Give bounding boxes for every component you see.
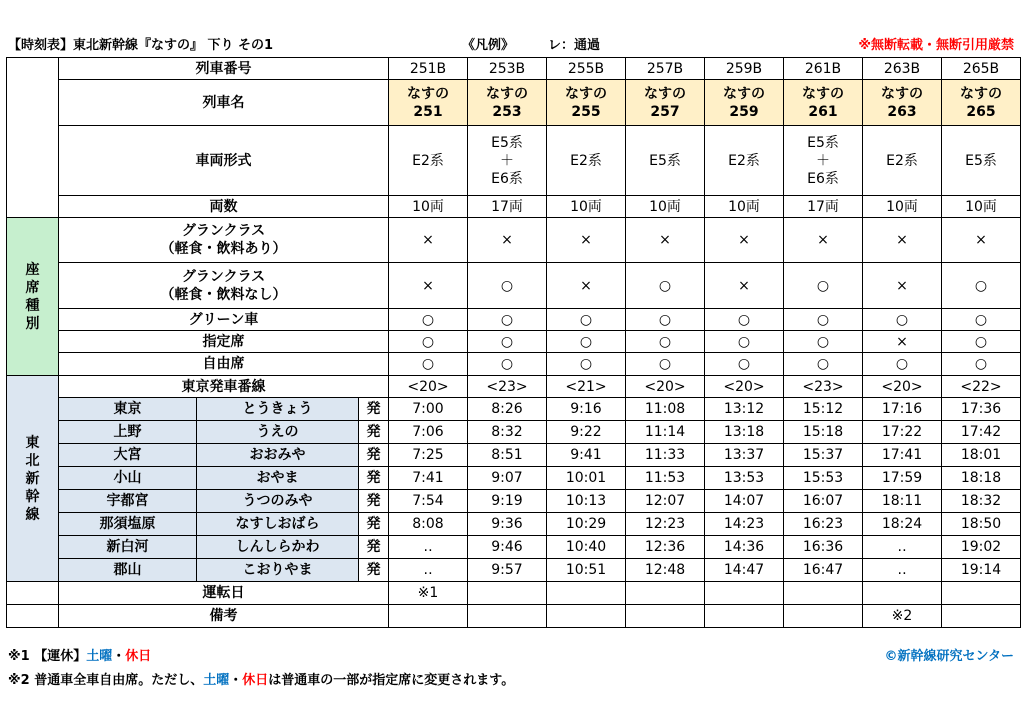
car-count-cell: 10両 xyxy=(626,196,705,218)
departure-time: 8:26 xyxy=(468,398,547,421)
gran-class-with-meal-cell: × xyxy=(389,218,468,263)
train-name-cell: なすの 263 xyxy=(863,80,942,126)
departure-time: ‥ xyxy=(389,559,468,582)
gran-class-with-meal-label: グランクラス （軽食・飲料あり） xyxy=(59,218,389,263)
departure-time: 17:41 xyxy=(863,444,942,467)
reserved-seat-cell: × xyxy=(863,331,942,353)
green-car-label: グリーン車 xyxy=(59,309,389,331)
departure-time: 9:41 xyxy=(547,444,626,467)
departure-time: 18:11 xyxy=(863,490,942,513)
footnote-2-dot: ・ xyxy=(229,673,243,688)
operation-days-cell xyxy=(705,582,784,605)
timetable xyxy=(6,57,1021,628)
departure-time: 19:02 xyxy=(942,536,1021,559)
station-kana: なすしおばら xyxy=(197,513,359,536)
tokyo-track-cell: <20> xyxy=(626,376,705,398)
departure-time: 13:37 xyxy=(705,444,784,467)
departure-time: 8:08 xyxy=(389,513,468,536)
station-kana: うえの xyxy=(197,421,359,444)
row-green-car xyxy=(7,309,1021,331)
departure-time: 8:51 xyxy=(468,444,547,467)
gran-class-with-meal-cell: × xyxy=(942,218,1021,263)
remarks-cell xyxy=(389,605,468,628)
row-gran-class-without-meal xyxy=(7,263,1021,309)
row-operation-days xyxy=(7,582,1021,605)
departure-time: 18:18 xyxy=(942,467,1021,490)
departure-time: 7:41 xyxy=(389,467,468,490)
train-number-cell: 257B xyxy=(626,58,705,80)
departure-time: 13:53 xyxy=(705,467,784,490)
departure-time: 7:54 xyxy=(389,490,468,513)
station-kanji: 那須塩原 xyxy=(59,513,197,536)
gran-class-with-meal-cell: × xyxy=(468,218,547,263)
departure-time: 16:36 xyxy=(784,536,863,559)
station-kanji: 郡山 xyxy=(59,559,197,582)
departure-time: 17:22 xyxy=(863,421,942,444)
remarks-label: 備考 xyxy=(59,605,389,628)
departure-time: 9:07 xyxy=(468,467,547,490)
departure-time: ‥ xyxy=(863,559,942,582)
non-reserved-seat-cell: ○ xyxy=(468,353,547,376)
departure-time: 9:22 xyxy=(547,421,626,444)
reserved-seat-cell: ○ xyxy=(784,331,863,353)
departure-time: 9:16 xyxy=(547,398,626,421)
seat-type-group-label: 座 席 種 別 xyxy=(7,218,59,376)
gran-class-without-meal-cell: ○ xyxy=(784,263,863,309)
departure-time: 18:01 xyxy=(942,444,1021,467)
train-number-label: 列車番号 xyxy=(59,58,389,80)
depart-mark: 発 xyxy=(359,559,389,582)
depart-mark: 発 xyxy=(359,467,389,490)
departure-time: 11:33 xyxy=(626,444,705,467)
departure-time: 10:51 xyxy=(547,559,626,582)
gran-class-with-meal-cell: × xyxy=(547,218,626,263)
footnote-1-dot: ・ xyxy=(112,649,126,664)
row-car-type xyxy=(7,126,1021,196)
reserved-seat-cell: ○ xyxy=(942,331,1021,353)
train-name-cell: なすの 261 xyxy=(784,80,863,126)
non-reserved-seat-label: 自由席 xyxy=(59,353,389,376)
non-reserved-seat-cell: ○ xyxy=(784,353,863,376)
footnote-2-pre: ※2 普通車全車自由席。ただし、 xyxy=(8,673,204,688)
departure-time: 18:32 xyxy=(942,490,1021,513)
green-car-cell: ○ xyxy=(389,309,468,331)
station-kanji: 小山 xyxy=(59,467,197,490)
depart-mark: 発 xyxy=(359,398,389,421)
train-number-cell: 253B xyxy=(468,58,547,80)
car-type-cell: E5系 ＋ E6系 xyxy=(784,126,863,196)
row-station xyxy=(7,421,1021,444)
departure-time: 13:18 xyxy=(705,421,784,444)
station-kana: おやま xyxy=(197,467,359,490)
gran-class-without-meal-label: グランクラス （軽食・飲料なし） xyxy=(59,263,389,309)
tokyo-track-cell: <23> xyxy=(468,376,547,398)
green-car-cell: ○ xyxy=(705,309,784,331)
train-name-cell: なすの 265 xyxy=(942,80,1021,126)
footnote-1-mark: ※1 【運休】 xyxy=(8,649,87,664)
departure-time: 15:53 xyxy=(784,467,863,490)
credit: ©新幹線研究センター xyxy=(884,649,1014,664)
station-kana: おおみや xyxy=(197,444,359,467)
non-reserved-seat-cell: ○ xyxy=(705,353,784,376)
departure-time: 10:29 xyxy=(547,513,626,536)
tokyo-track-cell: <20> xyxy=(863,376,942,398)
legend-label: 《凡例》 xyxy=(462,38,515,53)
row-gran-class-with-meal xyxy=(7,218,1021,263)
departure-time: 11:08 xyxy=(626,398,705,421)
departure-time: 7:25 xyxy=(389,444,468,467)
car-type-cell: E2系 xyxy=(547,126,626,196)
departure-time: 14:23 xyxy=(705,513,784,536)
car-count-cell: 10両 xyxy=(705,196,784,218)
departure-time: 17:36 xyxy=(942,398,1021,421)
gran-class-without-meal-cell: × xyxy=(547,263,626,309)
remarks-cell xyxy=(547,605,626,628)
remarks-cell xyxy=(468,605,547,628)
depart-mark: 発 xyxy=(359,536,389,559)
train-number-cell: 255B xyxy=(547,58,626,80)
reserved-seat-cell: ○ xyxy=(547,331,626,353)
train-number-cell: 261B xyxy=(784,58,863,80)
row-car-count xyxy=(7,196,1021,218)
gran-class-without-meal-cell: × xyxy=(705,263,784,309)
departure-time: 7:00 xyxy=(389,398,468,421)
gran-class-with-meal-cell: × xyxy=(705,218,784,263)
header-corner xyxy=(7,58,59,218)
depart-mark: 発 xyxy=(359,444,389,467)
car-count-cell: 10両 xyxy=(547,196,626,218)
page-title: 【時刻表】東北新幹線『なすの』 下り その1 xyxy=(8,38,274,53)
departure-time: 15:37 xyxy=(784,444,863,467)
operation-days-cell xyxy=(863,582,942,605)
car-count-label: 両数 xyxy=(59,196,389,218)
non-reserved-seat-cell: ○ xyxy=(389,353,468,376)
legend-pass: レ：通過 xyxy=(548,38,601,53)
car-type-cell: E2系 xyxy=(705,126,784,196)
footnote-2-post: は普通車の一部が指定席に変更されます。 xyxy=(268,673,515,688)
car-type-cell: E2系 xyxy=(863,126,942,196)
remarks-cell xyxy=(942,605,1021,628)
station-kanji: 大宮 xyxy=(59,444,197,467)
train-name-cell: なすの 255 xyxy=(547,80,626,126)
departure-time: 12:07 xyxy=(626,490,705,513)
train-name-cell: なすの 251 xyxy=(389,80,468,126)
row-tokyo-track xyxy=(7,376,1021,398)
non-reserved-seat-cell: ○ xyxy=(547,353,626,376)
green-car-cell: ○ xyxy=(626,309,705,331)
departure-time: 19:14 xyxy=(942,559,1021,582)
gran-class-with-meal-cell: × xyxy=(784,218,863,263)
train-number-cell: 251B xyxy=(389,58,468,80)
departure-time: 9:19 xyxy=(468,490,547,513)
green-car-cell: ○ xyxy=(942,309,1021,331)
departure-time: 12:23 xyxy=(626,513,705,536)
departure-time: 16:23 xyxy=(784,513,863,536)
car-type-cell: E5系 ＋ E6系 xyxy=(468,126,547,196)
row-station xyxy=(7,444,1021,467)
departure-time: 12:48 xyxy=(626,559,705,582)
departure-time: 16:07 xyxy=(784,490,863,513)
departure-time: 15:12 xyxy=(784,398,863,421)
station-kanji: 新白河 xyxy=(59,536,197,559)
train-number-cell: 265B xyxy=(942,58,1021,80)
station-kanji: 宇都宮 xyxy=(59,490,197,513)
departure-time: 9:46 xyxy=(468,536,547,559)
departure-time: 7:06 xyxy=(389,421,468,444)
car-type-cell: E2系 xyxy=(389,126,468,196)
footnote-1-saturday: 土曜 xyxy=(86,649,113,664)
gran-class-with-meal-cell: × xyxy=(626,218,705,263)
remarks-cell xyxy=(784,605,863,628)
train-number-cell: 259B xyxy=(705,58,784,80)
line-group-label: 東 北 新 幹 線 xyxy=(7,376,59,582)
departure-time: 16:47 xyxy=(784,559,863,582)
departure-time: 10:40 xyxy=(547,536,626,559)
gran-class-without-meal-cell: ○ xyxy=(468,263,547,309)
departure-time: 14:36 xyxy=(705,536,784,559)
departure-time: 17:42 xyxy=(942,421,1021,444)
station-kanji: 上野 xyxy=(59,421,197,444)
car-type-cell: E5系 xyxy=(626,126,705,196)
row-reserved-seat xyxy=(7,331,1021,353)
departure-time: 10:01 xyxy=(547,467,626,490)
tokyo-track-cell: <20> xyxy=(389,376,468,398)
departure-time: 17:59 xyxy=(863,467,942,490)
non-reserved-seat-cell: ○ xyxy=(942,353,1021,376)
departure-time: 8:32 xyxy=(468,421,547,444)
row-station xyxy=(7,398,1021,421)
non-reserved-seat-cell: ○ xyxy=(863,353,942,376)
reserved-seat-cell: ○ xyxy=(626,331,705,353)
gran-class-with-meal-cell: × xyxy=(863,218,942,263)
tokyo-track-cell: <23> xyxy=(784,376,863,398)
legend xyxy=(462,36,600,56)
non-reserved-seat-cell: ○ xyxy=(626,353,705,376)
car-count-cell: 10両 xyxy=(863,196,942,218)
departure-time: ‥ xyxy=(863,536,942,559)
green-car-cell: ○ xyxy=(547,309,626,331)
car-count-cell: 17両 xyxy=(468,196,547,218)
operation-days-cell xyxy=(626,582,705,605)
car-count-cell: 10両 xyxy=(389,196,468,218)
departure-time: 10:13 xyxy=(547,490,626,513)
remarks-cell: ※2 xyxy=(863,605,942,628)
row-station xyxy=(7,559,1021,582)
departure-time: 18:24 xyxy=(863,513,942,536)
tokyo-track-cell: <20> xyxy=(705,376,784,398)
operation-days-blank xyxy=(7,582,59,605)
departure-time: 9:36 xyxy=(468,513,547,536)
row-station xyxy=(7,490,1021,513)
gran-class-without-meal-cell: × xyxy=(389,263,468,309)
station-kana: うつのみや xyxy=(197,490,359,513)
green-car-cell: ○ xyxy=(468,309,547,331)
operation-days-cell xyxy=(784,582,863,605)
departure-time: 15:18 xyxy=(784,421,863,444)
tokyo-track-label: 東京発車番線 xyxy=(59,376,389,398)
departure-time: 11:53 xyxy=(626,467,705,490)
train-name-cell: なすの 257 xyxy=(626,80,705,126)
footnote-1-holiday: 休日 xyxy=(125,649,152,664)
operation-days-label: 運転日 xyxy=(59,582,389,605)
reserved-seat-cell: ○ xyxy=(389,331,468,353)
row-train-number xyxy=(7,58,1021,80)
row-train-name xyxy=(7,80,1021,126)
departure-time: ‥ xyxy=(389,536,468,559)
depart-mark: 発 xyxy=(359,513,389,536)
row-remarks xyxy=(7,605,1021,628)
station-kana: こおりやま xyxy=(197,559,359,582)
row-station xyxy=(7,513,1021,536)
tokyo-track-cell: <22> xyxy=(942,376,1021,398)
departure-time: 11:14 xyxy=(626,421,705,444)
departure-time: 12:36 xyxy=(626,536,705,559)
operation-days-cell: ※1 xyxy=(389,582,468,605)
departure-time: 18:50 xyxy=(942,513,1021,536)
operation-days-cell xyxy=(547,582,626,605)
station-kana: しんしらかわ xyxy=(197,536,359,559)
tokyo-track-cell: <21> xyxy=(547,376,626,398)
operation-days-cell xyxy=(468,582,547,605)
depart-mark: 発 xyxy=(359,490,389,513)
footnote-2 xyxy=(8,672,514,690)
row-non-reserved-seat xyxy=(7,353,1021,376)
train-name-label: 列車名 xyxy=(59,80,389,126)
green-car-cell: ○ xyxy=(863,309,942,331)
reserved-seat-label: 指定席 xyxy=(59,331,389,353)
station-kanji: 東京 xyxy=(59,398,197,421)
car-count-cell: 17両 xyxy=(784,196,863,218)
gran-class-without-meal-cell: ○ xyxy=(626,263,705,309)
departure-time: 13:12 xyxy=(705,398,784,421)
remarks-blank xyxy=(7,605,59,628)
remarks-cell xyxy=(705,605,784,628)
green-car-cell: ○ xyxy=(784,309,863,331)
row-station xyxy=(7,467,1021,490)
car-type-cell: E5系 xyxy=(942,126,1021,196)
row-station xyxy=(7,536,1021,559)
operation-days-cell xyxy=(942,582,1021,605)
depart-mark: 発 xyxy=(359,421,389,444)
footnote-2-holiday: 休日 xyxy=(242,673,269,688)
departure-time: 9:57 xyxy=(468,559,547,582)
copyright-warning: ※無断転載・無断引用厳禁 xyxy=(858,38,1014,53)
departure-time: 14:07 xyxy=(705,490,784,513)
departure-time: 14:47 xyxy=(705,559,784,582)
gran-class-without-meal-cell: × xyxy=(863,263,942,309)
reserved-seat-cell: ○ xyxy=(705,331,784,353)
gran-class-without-meal-cell: ○ xyxy=(942,263,1021,309)
car-type-label: 車両形式 xyxy=(59,126,389,196)
train-number-cell: 263B xyxy=(863,58,942,80)
reserved-seat-cell: ○ xyxy=(468,331,547,353)
station-kana: とうきょう xyxy=(197,398,359,421)
footnote-2-saturday: 土曜 xyxy=(203,673,230,688)
departure-time: 17:16 xyxy=(863,398,942,421)
train-name-cell: なすの 259 xyxy=(705,80,784,126)
footnote-1 xyxy=(8,648,151,666)
train-name-cell: なすの 253 xyxy=(468,80,547,126)
car-count-cell: 10両 xyxy=(942,196,1021,218)
remarks-cell xyxy=(626,605,705,628)
